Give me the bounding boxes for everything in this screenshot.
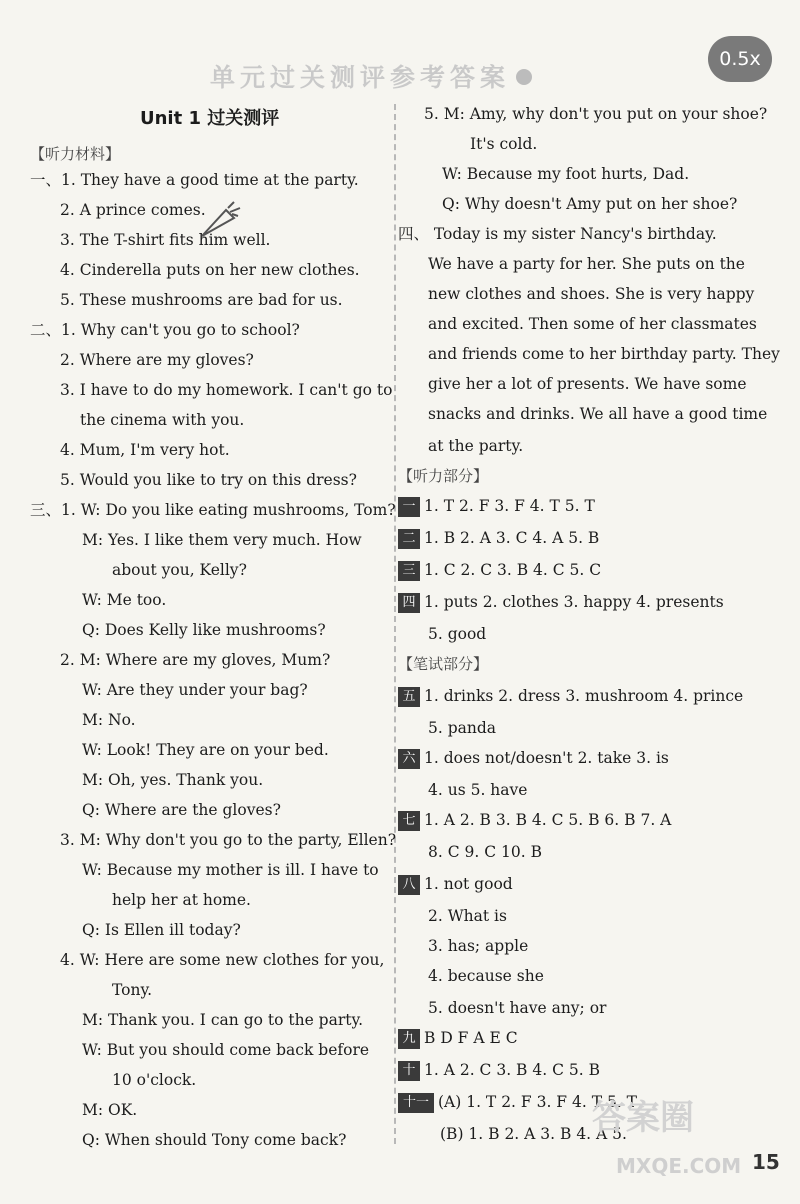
text-line: W: Because my foot hurts, Dad.: [442, 165, 690, 183]
text-line: 4. Cinderella puts on her new clothes.: [60, 261, 360, 279]
watermark-site: MXQE.COM: [616, 1154, 742, 1178]
text-line: 四、 Today is my sister Nancy's birthday.: [398, 225, 717, 243]
text-line: 一、1. They have a good time at the party.: [30, 171, 359, 189]
text-line: 5. good: [428, 625, 487, 643]
text-line: 3. has; apple: [428, 937, 529, 955]
text-line: It's cold.: [470, 135, 538, 153]
answer-row: 三 1. C 2. C 3. B 4. C 5. C: [398, 560, 601, 581]
text-line: 5. doesn't have any; or: [428, 999, 607, 1017]
text-line: M: OK.: [82, 1101, 138, 1119]
text-line: Tony.: [112, 981, 153, 999]
tag-5: 五: [398, 687, 420, 707]
text-line: 2. Where are my gloves?: [60, 351, 254, 369]
text-line: (B) 1. B 2. A 3. B 4. A 5.: [440, 1125, 627, 1143]
tag-3: 三: [398, 561, 420, 581]
text-line: give her a lot of presents. We have some: [428, 375, 747, 393]
playback-speed-button[interactable]: 0.5x: [708, 36, 772, 82]
tag-8: 八: [398, 875, 420, 895]
text-line: 5. M: Amy, why don't you put on your shoe?: [424, 105, 768, 123]
text-line: 3. The T-shirt fits him well.: [60, 231, 271, 249]
tag-6: 六: [398, 749, 420, 769]
text-line: M: Oh, yes. Thank you.: [82, 771, 264, 789]
tag-9: 九: [398, 1029, 420, 1049]
text-line: W: Look! They are on your bed.: [82, 741, 329, 759]
text-line: W: But you should come back before: [82, 1041, 370, 1059]
text-line: Q: Does Kelly like mushrooms?: [82, 621, 326, 639]
answer-row: 二 1. B 2. A 3. C 4. A 5. B: [398, 528, 599, 549]
text-line: the cinema with you.: [80, 411, 245, 429]
section-listening-part: 【听力部分】: [398, 467, 489, 485]
text-line: at the party.: [428, 437, 524, 455]
text-line: 2. M: Where are my gloves, Mum?: [60, 651, 331, 669]
answer-row: 五 1. drinks 2. dress 3. mushroom 4. prince: [398, 686, 743, 707]
tag-11: 十一: [398, 1093, 434, 1113]
answer-row: 四 1. puts 2. clothes 3. happy 4. presents: [398, 592, 724, 613]
text-line: snacks and drinks. We all have a good time: [428, 405, 768, 423]
text-line: M: No.: [82, 711, 136, 729]
text-line: new clothes and shoes. She is very happy: [428, 285, 755, 303]
text-line: and excited. Then some of her classmates: [428, 315, 757, 333]
text-line: M: Yes. I like them very much. How: [82, 531, 362, 549]
tag-1: 一: [398, 497, 420, 517]
text-line: 4. us 5. have: [428, 781, 528, 799]
text-line: W: Are they under your bag?: [82, 681, 308, 699]
text-line: Q: When should Tony come back?: [82, 1131, 347, 1149]
text-line: 二、1. Why can't you go to school?: [30, 321, 300, 339]
text-line: We have a party for her. She puts on the: [428, 255, 745, 273]
text-line: 10 o'clock.: [112, 1071, 197, 1089]
answer-row: 七 1. A 2. B 3. B 4. C 5. B 6. B 7. A: [398, 810, 671, 831]
carrot-icon: [196, 200, 242, 240]
text-line: and friends come to her birthday party. They: [428, 345, 780, 363]
text-line: 三、1. W: Do you like eating mushrooms, Tom?: [30, 501, 396, 519]
answer-row: 九 B D F A E C: [398, 1028, 518, 1049]
text-line: about you, Kelly?: [112, 561, 247, 579]
column-divider: [394, 104, 396, 1144]
text-line: 4. because she: [428, 967, 544, 985]
text-line: 5. panda: [428, 719, 497, 737]
section-written-part: 【笔试部分】: [398, 655, 489, 673]
text-line: W: Because my mother is ill. I have to: [82, 861, 379, 879]
text-line: 4. W: Here are some new clothes for you,: [60, 951, 385, 969]
answer-row: 十一 (A) 1. T 2. F 3. F 4. T 5. T: [398, 1092, 637, 1113]
text-line: 2. What is: [428, 907, 507, 925]
page-number: 15: [752, 1150, 780, 1174]
tag-7: 七: [398, 811, 420, 831]
banner-title-text: 单元过关测评参考答案: [210, 63, 511, 92]
text-line: 5. These mushrooms are bad for us.: [60, 291, 343, 309]
answer-row: 八 1. not good: [398, 874, 513, 895]
tag-4: 四: [398, 593, 420, 613]
text-line: 3. I have to do my homework. I can't go to: [60, 381, 393, 399]
tag-10: 十: [398, 1061, 420, 1081]
text-line: M: Thank you. I can go to the party.: [82, 1011, 364, 1029]
text-line: 3. M: Why don't you go to the party, Ellen?: [60, 831, 397, 849]
text-line: Q: Where are the gloves?: [82, 801, 281, 819]
answer-row: 一 1. T 2. F 3. F 4. T 5. T: [398, 496, 595, 517]
text-line: 8. C 9. C 10. B: [428, 843, 542, 861]
tag-2: 二: [398, 529, 420, 549]
text-line: W: Me too.: [82, 591, 167, 609]
down-arrow-icon: [516, 69, 532, 85]
section-listening-material: 【听力材料】: [30, 145, 121, 163]
watermark-logo: 答案圈: [592, 1098, 694, 1138]
header-banner: [0, 36, 800, 108]
text-line: Q: Why doesn't Amy put on her shoe?: [442, 195, 738, 213]
unit-title: Unit 1 过关测评: [140, 108, 280, 129]
text-line: 5. Would you like to try on this dress?: [60, 471, 357, 489]
text-line: Q: Is Ellen ill today?: [82, 921, 241, 939]
text-line: 4. Mum, I'm very hot.: [60, 441, 230, 459]
banner-title: [210, 58, 532, 94]
text-line: 2. A prince comes.: [60, 201, 206, 219]
answer-row: 十 1. A 2. C 3. B 4. C 5. B: [398, 1060, 600, 1081]
text-line: help her at home.: [112, 891, 251, 909]
answer-row: 六 1. does not/doesn't 2. take 3. is: [398, 748, 669, 769]
